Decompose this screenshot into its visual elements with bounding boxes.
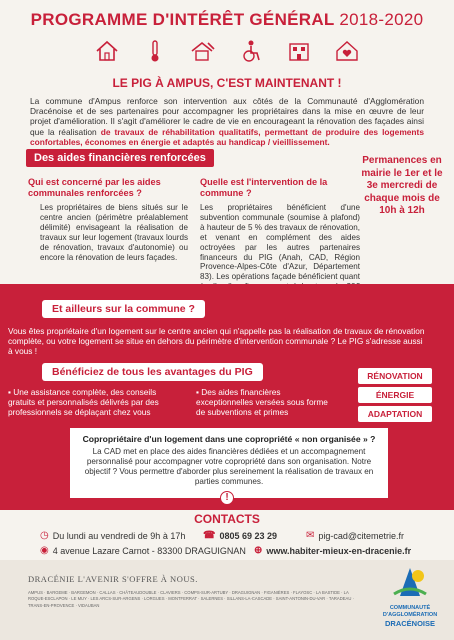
contact-address-text: 4 avenue Lazare Carnot - 83300 DRAGUIGNAN [52, 545, 246, 556]
logo-mark-icon [390, 566, 430, 600]
contact-hours [40, 530, 185, 541]
header [0, 0, 454, 90]
title-text: PROGRAMME D'INTÉRÊT GÉNÉRAL [30, 10, 335, 29]
intro-paragraph [30, 96, 424, 147]
contacts-title: CONTACTS [194, 512, 260, 526]
contact-website-text: www.habiter-mieux-en-dracenie.fr [266, 545, 412, 556]
avantage-item-1: ▪ Une assistance complète, des conseils gratuits et personnalisés délivrés par des professionnels se déplaçant chez vous [8, 387, 159, 418]
ailleurs-text: Vous êtes propriétaire d'un logement sur le centre ancien qui n'appelle pas la réalisation de travaux de rénovation complète, ou votre logement se situe en dehors du périmètre d'intervention communale ? Le PIG s'adresse aussi à vous ! [8, 326, 425, 357]
q1-body: Les propriétaires de biens situés sur le centre ancien (périmètre préalablement délimité) envisageant la réalisation de travaux sur leur logement (travaux lourds de rénovation, travaux d'autonomie) ou encore la rénovation de leurs façades. [40, 203, 188, 262]
phone-icon: ☎ [203, 530, 216, 541]
intro-text: La commune d'Ampus renforce son intervention aux côtés de la Communauté d'Agglomération Dracénoise et de ses partenaires pour accompagner les propriétaires dans la mise en œuvre de leur projet d'amélioration. Il s'agit d'améliorer le cadre de vie en encourageant la rénovation des façades ainsi que la réalisation [30, 96, 424, 137]
heart-house-icon [334, 39, 360, 63]
intro-highlight: de travaux de réhabilitation qualitatifs, permettant de produire des logements confortables, économes en énergie et adaptés au handicap / vieillissement. [30, 126, 424, 147]
cad-logo [380, 566, 440, 628]
copro-title: Copropriétaire d'un logement dans une copropriété « non organisée » ? [82, 434, 376, 444]
facade-icon [286, 39, 312, 63]
contact-hours-text: Du lundi au vendredi de 9h à 17h [52, 530, 186, 541]
contact-phone-text: 0805 69 23 29 [219, 530, 278, 541]
tag-adaptation: ADAPTATION [358, 406, 432, 422]
globe-icon: ⊕ [254, 545, 263, 556]
tag-renovation: RÉNOVATION [358, 368, 432, 384]
logo-name: DRACÉNOISE [384, 619, 435, 628]
thermometer-icon [142, 39, 168, 63]
logo-line1: COMMUNAUTÉ [389, 605, 431, 611]
icons-row [0, 36, 454, 66]
contact-email-text: pig-cad@citemetrie.fr [318, 530, 405, 541]
permanence-note: Permanences en mairie le 1er et le 3e mercredi de chaque mois de 10h à 12h [361, 155, 443, 216]
q2-body: Les propriétaires bénéficient d'une subvention communale (soumise à plafond) à hauteur de 5 % des travaux de rénovation, et venant en complément des aides octroyées par les autres partenaires financeurs du PIG (Anah, CAD, Région Provence-Alpes-Côte d'Azur, Département 83). Les opérations façade bénéficient quant [200, 203, 360, 282]
avantages-title: Bénéficiez de tous les avantages du PIG [42, 363, 263, 381]
footer-brand: DRACÉNIE L'AVENIR S'OFFRE À NOUS. [28, 574, 198, 584]
q1-title: Qui est concerné par les aides communales renforcées ? [28, 177, 161, 198]
contact-address [40, 545, 246, 556]
avantage-item-1-text: Une assistance complète, des conseils gratuits et personnalisés délivrés par des professionnels se déplaçant chez vous [8, 387, 159, 418]
tag-energie: ÉNERGIE [358, 387, 432, 403]
clock-icon: ◷ [40, 530, 49, 541]
footer-towns: AMPUS · BARGEME · BARGEMON · CALLAS · CHÂTEAUDOUBLE · CLAVIERS · COMPS-SUR-ARTUBY · DRAGUIGNAN · FIGANIÈRES · FLAYOSC · LA BASTIDE · LA ROQUE-ESCLAPON · LE MUY · LES ARCS-SUR-ARGENS · LORGUES · MONTFERRAT · SALERNES · SILLANS-LA-CASCADE · SAINT-ANTONIN-DU-VAR · TARADEAU · TRANS-EN-PROVENCE · VIDAUBAN [28, 590, 354, 608]
location-icon: ◉ [40, 545, 49, 556]
column-concerned [28, 177, 188, 262]
title-years: 2018-2020 [339, 10, 424, 29]
contact-phone[interactable] [203, 530, 277, 541]
copro-box [70, 428, 388, 498]
page-title [0, 10, 454, 30]
copro-text: La CAD met en place des aides financières dédiées et un accompagnement personnalisé pour accompagner votre copropriété dans son organisation. Notre objectif ? Vous permettre d'aborder plus sereinement la réalisation de travaux en parties communes. [84, 447, 374, 486]
subtitle: LE PIG À AMPUS, C'EST MAINTENANT ! [112, 76, 342, 90]
accessibility-icon [238, 39, 264, 63]
house-icon [94, 39, 120, 63]
footer [0, 560, 454, 640]
exclamation-icon: ! [220, 491, 234, 505]
contact-email[interactable] [306, 530, 404, 541]
q2-title: Quelle est l'intervention de la commune ? [200, 177, 328, 198]
avantage-item-2-text: Des aides financières exceptionnelles versées sous forme de subventions et primes [196, 387, 328, 418]
ailleurs-title: Et ailleurs sur la commune ? [42, 300, 205, 318]
contact-website[interactable] [254, 545, 411, 556]
avantage-item-2: ▪ Des aides financières exceptionnelles versées sous forme de subventions et primes [196, 387, 328, 418]
email-icon: ✉ [306, 530, 315, 541]
logo-line2: D'AGGLOMÉRATION [382, 612, 438, 618]
home-repair-icon [190, 39, 216, 63]
aides-band: Des aides financières renforcées [26, 149, 214, 167]
